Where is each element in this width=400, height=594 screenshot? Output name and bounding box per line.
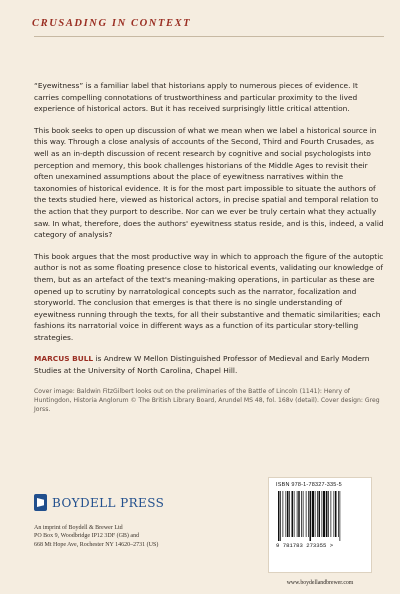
barcode-icon — [276, 491, 364, 541]
blurb-paragraph-2: This book seeks to open up discussion of what we mean when we label a historical source in this way. Through a close analysis of accounts of the Second, Third and Fourth Crusades, as well as an in-depth discussion of recent research by cognitive and social psychologists into perception and memory, this book challenges historians of the Middle Ages to revisit their often unexamined assumptions about the place of eyewitness narratives within the taxonomies of historical evidence. It is for the most part impossible to situate the authors of the texts studied here, viewed as historical actors, in precise spatial and temporal relation to the action that they purport to describe. Nor can we ever be truly certain what they actually saw. In what, therefore, does the authors' eyewitness status reside, and is this, indeed, a valid category of analysis? — [34, 125, 384, 240]
barcode-numbers — [276, 542, 364, 549]
barcode-addon: > — [329, 542, 334, 549]
author-name: MARCUS BULL — [34, 354, 94, 364]
blurb — [34, 80, 384, 415]
cover-credits: Cover image: Baldwin FitzGilbert looks out on the preliminaries of the Battle of Lincoln (1141): Henry of Huntingdon, Historia Anglorum © The British Library Board, Arundel MS 48, fol. 168v (detail). Cover design: Greg Jorss. — [34, 387, 380, 414]
imprint-line: 668 Mt Hope Ave, Rochester NY 14620–2731 (US) — [34, 541, 159, 548]
title-rule — [34, 36, 384, 37]
publisher-website: www.boydellandbrewer.com — [286, 580, 354, 586]
author-bio-text: is Andrew W Mellon Distinguished Professor of Medieval and Early Modern Studies at the University of North Carolina, Chapel Hill. — [34, 354, 370, 376]
publisher-logo — [34, 494, 164, 511]
barcode-digits: 9 781783 273355 — [276, 542, 327, 549]
author-bio — [34, 353, 384, 376]
imprint-address — [34, 524, 204, 549]
boydell-logo-icon — [34, 494, 47, 511]
imprint-line: An imprint of Boydell & Brewer Ltd — [34, 525, 123, 531]
series-title: CRUSADING IN CONTEXT — [32, 18, 192, 29]
isbn-label: ISBN 978-1-78327-335-5 — [276, 482, 342, 488]
blurb-paragraph-3: This book argues that the most productive way in which to approach the figure of the autoptic author is not as some floating presence close to historical events, validating our knowledge of them, but as an artefact of the text's meaning-making operations, in particular as these are opened up to scrutiny by narratological concepts such as the narrator, focalization and storyworld. The conclusion that emerges is that there is no single understanding of eyewitness running through the texts, for all their substantive and thematic similarities; each fashions its narratorial voice in different ways as a function of its particular story-telling strategies. — [34, 251, 384, 342]
imprint-line: PO Box 9, Woodbridge IP12 3DF (GB) and — [34, 533, 140, 540]
isbn-barcode-block — [268, 477, 372, 573]
publisher-name: BOYDELL PRESS — [52, 495, 165, 510]
blurb-paragraph-1: “Eyewitness” is a familiar label that historians apply to numerous pieces of evidence. It carries compelling connotations of trustworthiness and particular proximity to the lived experience of historical actors. But it has received surprisingly little critical attention. — [34, 81, 358, 114]
